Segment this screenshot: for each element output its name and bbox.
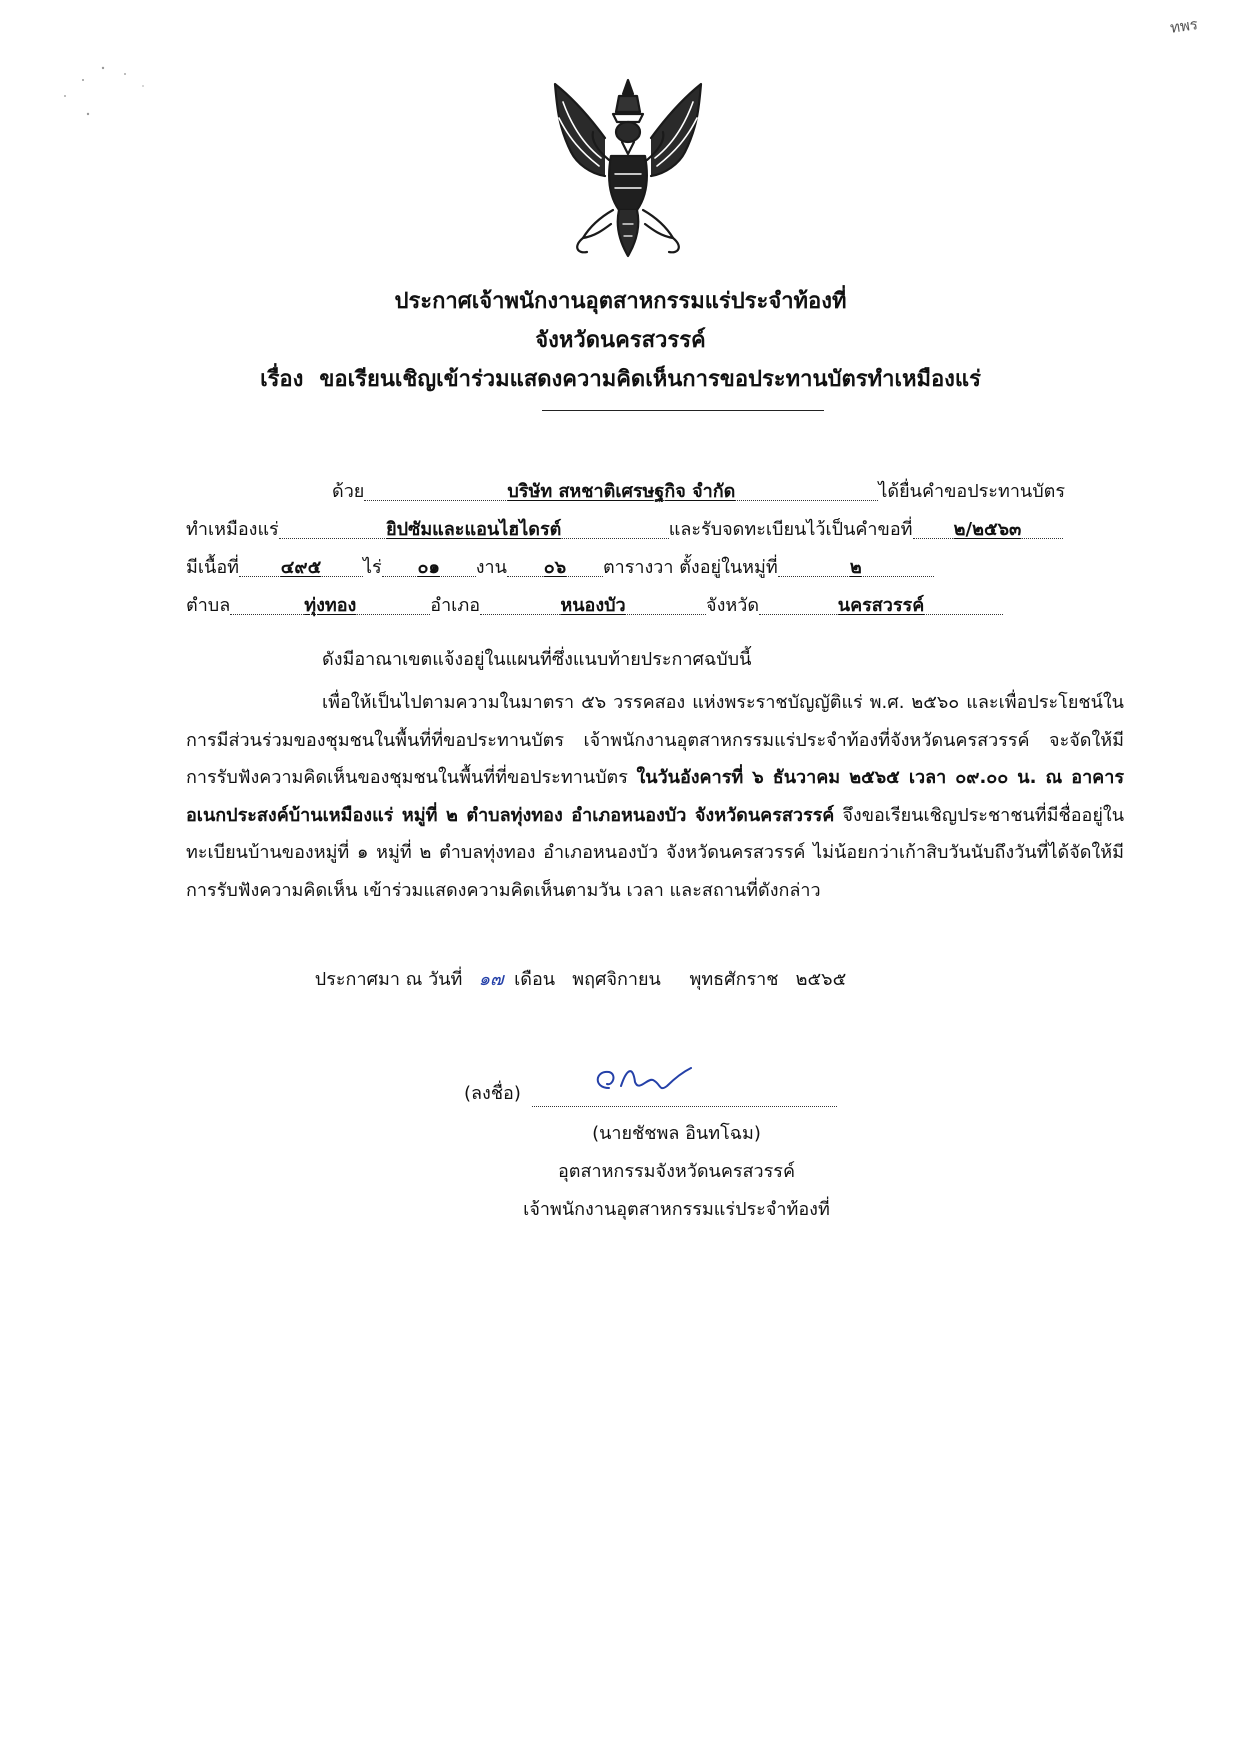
sign-label: (ลงชื่อ) (464, 1083, 521, 1104)
date-prefix: ประกาศมา ณ วันที่ (314, 969, 463, 990)
subject-label: เรื่อง (260, 367, 304, 392)
province-label: จังหวัด (706, 595, 760, 616)
company-name: บริษัท สหชาติเศรษฐกิจ จำกัด (364, 476, 878, 501)
subject-text: ขอเรียนเชิญเข้าร่วมแสดงความคิดเห็นการขอประทานบัตรทำเหมืองแร่ (319, 367, 981, 392)
announcement-province: จังหวัดนครสวรรค์ (535, 328, 706, 353)
sq-wa-label: ตารางวา ตั้งอยู่ในหมู่ที่ (602, 557, 778, 578)
request-number: ๒/๒๕๖๓ (913, 514, 1063, 539)
tambon-label: ตำบล (186, 595, 231, 616)
province-value: นครสวรรค์ (759, 590, 1003, 615)
form-line-minerals (186, 514, 1063, 543)
minerals-value: ยิปซัมและแอนไฮไดรต์ (279, 514, 669, 539)
announcement-title: ประกาศเจ้าพนักงานอุตสาหกรรมแร่ประจำท้องที่ (394, 289, 847, 314)
corner-handwritten-mark: ทพร (1168, 15, 1199, 37)
date-line (0, 964, 1201, 993)
submitted-label: ได้ยื่นคำขอประทานบัตร (878, 481, 1066, 502)
form-line-location (186, 590, 1003, 619)
title-divider (542, 410, 824, 411)
signature-field (532, 1080, 837, 1107)
mining-label: ทำเหมืองแร่ (186, 519, 279, 540)
signer-position-1: อุตสาหกรรมจังหวัดนครสวรรค์ (557, 1161, 796, 1182)
announcement-subject (0, 361, 1241, 396)
body-part2: จึงขอเรียนเชิญประชาชนที่มีชื่ออยู่ในทะเบียนบ้านของหมู่ที่ ๑ หมู่ที่ ๒ ตำบลทุ่งทอง อำเภอหนองบัว จังหวัดนครสวรรค์ ไม่น้อยกว่าเก้าสิบวันนับถึงวันที่ได้จัดให้มีการรับฟังความคิดเห็น เข้าร่วมแสดงความคิดเห็นตามวัน เวลา และสถานที่ดังกล่าว (186, 804, 1125, 901)
handwritten-signature (587, 1058, 707, 1100)
body-part1: เพื่อให้เป็นไปตามความในมาตรา ๕๖ วรรคสอง แห่งพระราชบัญญัติแร่ พ.ศ. ๒๕๖๐ และเพื่อประโยชน์ในการมีส่วนร่วมของชุมชนในพื้นที่ที่ขอประทานบัตร เจ้าพนักงานอุตสาหกรรมแร่ประจำท้องที่จังหวัดนครสวรรค์ จะจัดให้มีการรับฟังความคิดเห็นของชุมชนในพื้นที่ที่ขอประทานบัตร (186, 692, 1124, 788)
area-rai: ๔๙๕ (239, 552, 363, 577)
year-label: พุทธศักราช (689, 969, 779, 990)
amphoe-label: อำเภอ (430, 595, 481, 616)
boundary-text: ดังมีอาณาเขตแจ้งอยู่ในแผนที่ซึ่งแนบท้ายประกาศฉบับนี้ (322, 649, 752, 670)
moo-number: ๒ (778, 552, 934, 577)
month-label: เดือน (514, 969, 556, 990)
form-line-company (332, 476, 1065, 505)
scan-specks (55, 60, 175, 140)
form-line-area (186, 552, 934, 581)
area-ngan: ๐๑ (382, 552, 476, 577)
signature-line (464, 1078, 837, 1107)
signer-name: (นายชัชพล อินทโฉม) (592, 1123, 761, 1144)
ngan-label: งาน (475, 557, 507, 578)
area-sq-wa: ๐๖ (507, 552, 603, 577)
signer-position-2: เจ้าพนักงานอุตสาหกรรมแร่ประจำท้องที่ (523, 1199, 830, 1220)
rai-label: ไร่ (363, 557, 382, 578)
registered-label: และรับจดทะเบียนไว้เป็นคำขอที่ (668, 519, 913, 540)
amphoe-value: หนองบัว (480, 590, 706, 615)
by-label: ด้วย (332, 481, 365, 502)
tambon-value: ทุ่งทอง (230, 590, 430, 615)
date-month: พฤศจิกายน (572, 969, 661, 990)
date-day: ๑๗ (478, 969, 504, 990)
garuda-emblem-icon (543, 78, 713, 260)
body-paragraph (186, 684, 1124, 909)
date-year: ๒๕๖๕ (795, 969, 847, 990)
body-meeting-details: ในวันอังคารที่ ๖ ธันวาคม ๒๕๖๕ เวลา ๐๙.๐๐ น. ณ อาคารอเนกประสงค์บ้านเหมืองแร่ หมู่ที่ ๒ ตำบลทุ่งทอง อำเภอหนองบัว จังหวัดนครสวรรค์ (186, 767, 1124, 826)
area-label: มีเนื้อที่ (186, 557, 239, 578)
